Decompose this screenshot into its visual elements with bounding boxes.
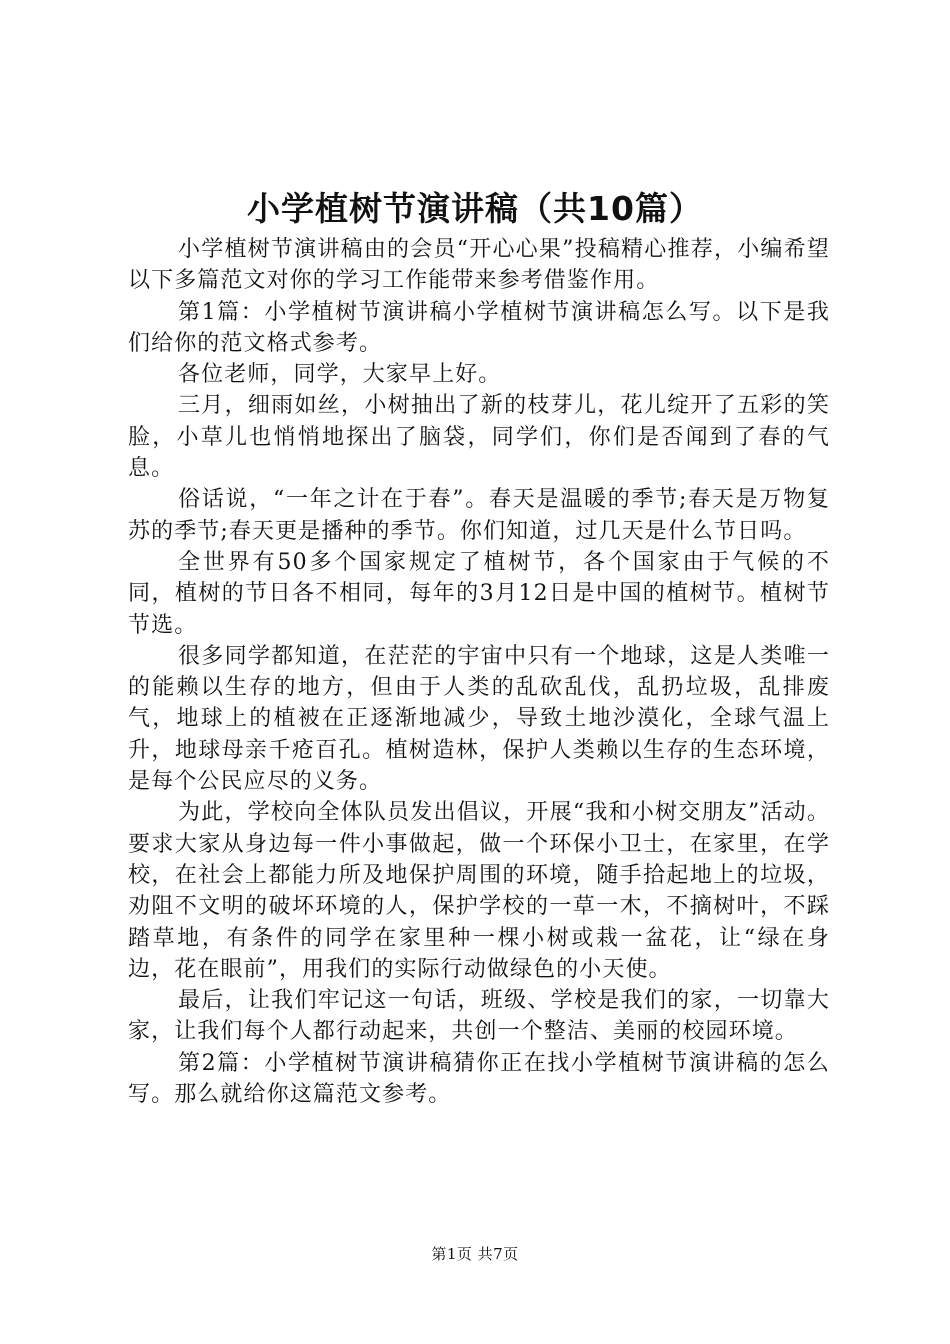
paragraph: 全世界有50多个国家规定了植树节，各个国家由于气候的不同，植树的节日各不相同，每年的3月12日是中国的植树节。植树节节选。 [128, 549, 830, 638]
paragraph: 第2篇：小学植树节演讲稿猜你正在找小学植树节演讲稿的怎么写。那么就给你这篇范文参考。 [128, 1050, 830, 1108]
paragraph: 各位老师，同学，大家早上好。 [178, 362, 502, 388]
document-title: 小学植树节演讲稿（共10篇） [247, 189, 703, 228]
paragraph: 很多同学都知道，在茫茫的宇宙中只有一个地球，这是人类唯一的能赖以生存的地方，但由于人类的乱砍乱伐，乱扔垃圾，乱排废气，地球上的植被在正逐渐地减少，导致土地沙漠化，全球气温上升，地球母亲千疮百孔。植树造林，保护人类赖以生存的生态环境，是每个公民应尽的义务。 [128, 643, 830, 795]
paragraph: 小学植树节演讲稿由的会员“开心心果”投稿精心推荐，小编希望以下多篇范文对你的学习工作能带来参考借鉴作用。 [128, 237, 830, 294]
paragraph: 三月，细雨如丝，小树抽出了新的枝芽儿，花儿绽开了五彩的笑脸，小草儿也悄悄地探出了脑袋，同学们，你们是否闻到了春的气息。 [128, 393, 830, 482]
document-body [128, 234, 830, 1110]
paragraph: 最后，让我们牢记这一句话，班级、学校是我们的家，一切靠大家，让我们每个人都行动起来，共创一个整洁、美丽的校园环境。 [128, 988, 830, 1045]
paragraph: 俗话说，“一年之计在于春”。春天是温暖的季节;春天是万物复苏的季节;春天更是播种的季节。你们知道，过几天是什么节日吗。 [128, 487, 830, 544]
paragraph: 第1篇：小学植树节演讲稿小学植树节演讲稿怎么写。以下是我们给你的范文格式参考。 [128, 299, 830, 356]
page-footer: 第1页 共7页 [431, 1245, 519, 1263]
paragraph: 为此，学校向全体队员发出倡议，开展“我和小树交朋友”活动。要求大家从身边每一件小事做起，做一个环保小卫士，在家里，在学校，在社会上都能力所及地保护周围的环境，随手拾起地上的垃圾，劝阻不文明的破坏环境的人，保护学校的一草一木，不摘树叶，不踩踏草地，有条件的同学在家里种一棵小树或栽一盆花，让“绿在身边，花在眼前”，用我们的实际行动做绿色的小天使。 [128, 800, 830, 982]
